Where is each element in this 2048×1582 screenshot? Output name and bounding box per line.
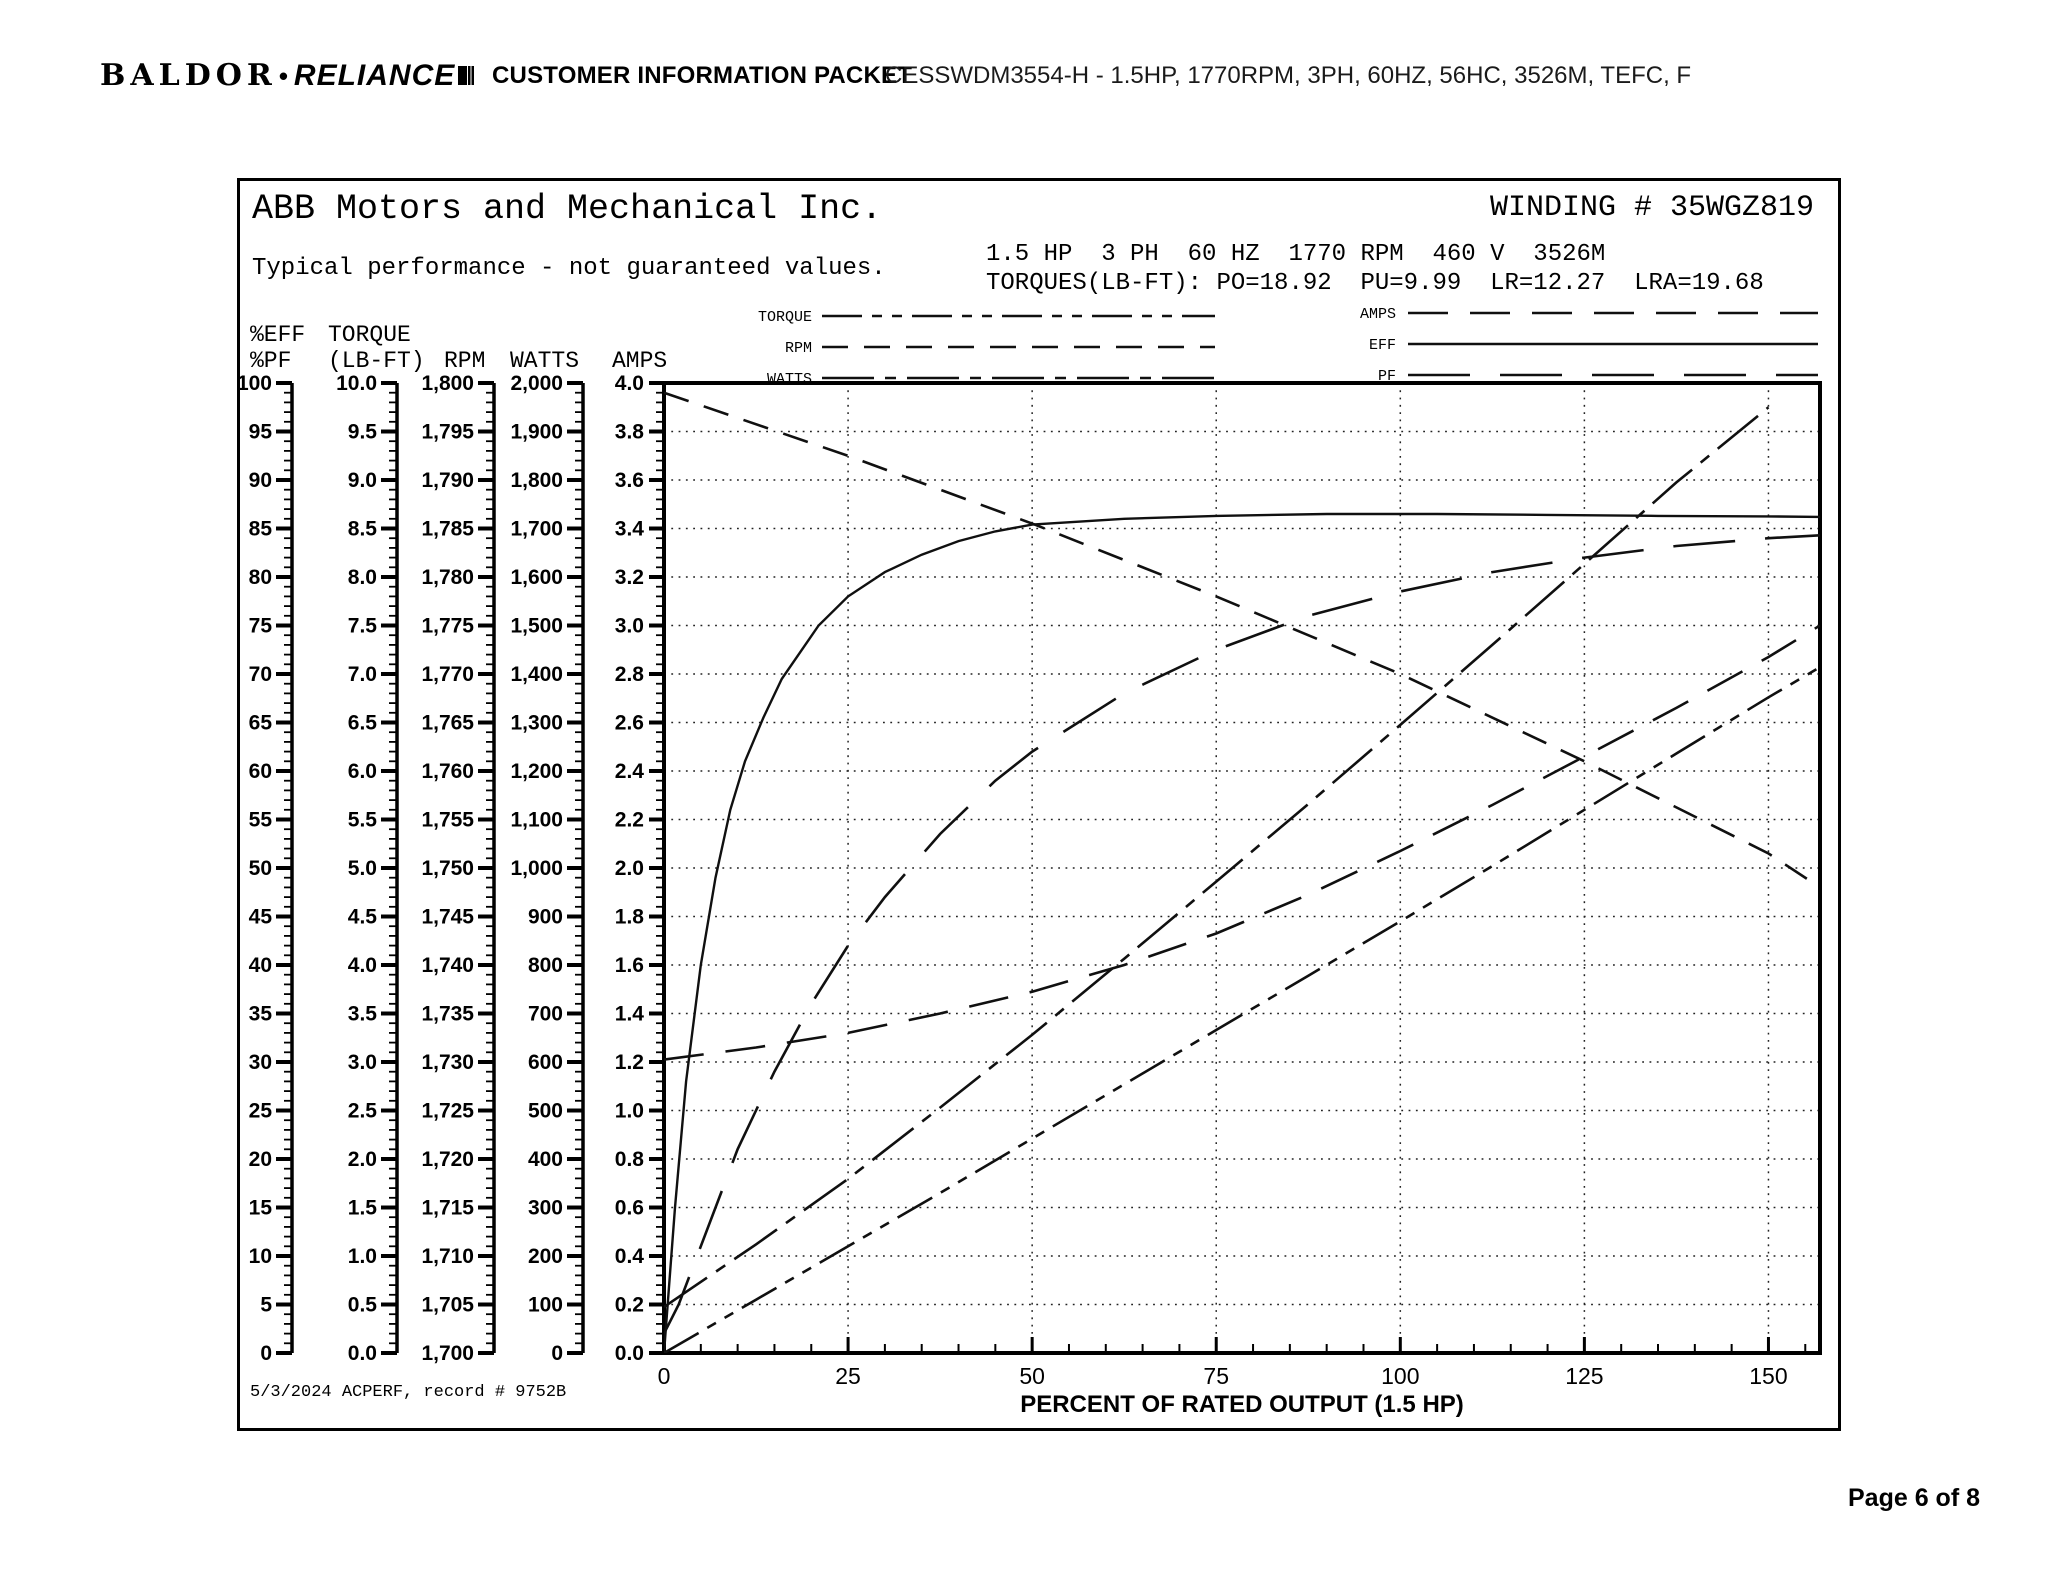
x-tick-label: 75 bbox=[1203, 1363, 1230, 1389]
scale-label: 0.8 bbox=[614, 1148, 644, 1171]
logo-reliance-text: RELIANCE bbox=[293, 59, 456, 92]
grid-lines bbox=[664, 383, 1820, 1353]
scale-label: 600 bbox=[527, 1051, 563, 1074]
scale-label: 0.0 bbox=[347, 1342, 377, 1365]
scale-label: 1,000 bbox=[510, 857, 563, 880]
scale-torque bbox=[328, 322, 425, 1365]
scale-header: TORQUE bbox=[328, 322, 411, 348]
scale-label: 1,770 bbox=[421, 663, 474, 686]
x-axis-title: PERCENT OF RATED OUTPUT (1.5 HP) bbox=[1020, 1391, 1464, 1418]
scale-label: 3.2 bbox=[614, 566, 644, 589]
scale-label: 1,790 bbox=[421, 469, 474, 492]
scale-label: 1,100 bbox=[510, 808, 563, 832]
doc-title: CUSTOMER INFORMATION PACKET bbox=[492, 62, 913, 89]
product-code: CESSWDM3554-H - 1.5HP, 1770RPM, 3PH, 60HZ, 56HC, 3526M, TEFC, F bbox=[885, 62, 1692, 89]
x-tick-label: 50 bbox=[1019, 1363, 1045, 1389]
scale-label: 5.5 bbox=[347, 808, 377, 832]
scale-label: 1.8 bbox=[614, 905, 644, 929]
scale-label: 1,800 bbox=[510, 469, 563, 492]
scale-label: 1,740 bbox=[421, 954, 474, 977]
scale-label: 15 bbox=[248, 1196, 272, 1220]
scale-label: 1,700 bbox=[510, 517, 563, 541]
scale-label: 8.5 bbox=[347, 517, 377, 541]
scale-label: 20 bbox=[248, 1148, 272, 1171]
scale-label: 70 bbox=[248, 663, 272, 686]
scale-label: 1.6 bbox=[614, 954, 644, 977]
scale-amps bbox=[612, 348, 667, 1365]
scale-label: 1.2 bbox=[614, 1051, 644, 1074]
scale-label: 1,200 bbox=[510, 760, 563, 783]
scale-label: 0.5 bbox=[347, 1293, 377, 1317]
legend-label: EFF bbox=[1368, 337, 1396, 354]
scale-label: 95 bbox=[248, 420, 272, 444]
scale-label: 400 bbox=[527, 1148, 563, 1171]
scale-label: 1,715 bbox=[421, 1196, 474, 1220]
scale-label: 25 bbox=[248, 1099, 272, 1123]
scale-label: 0.2 bbox=[614, 1293, 644, 1317]
scale-label: 1,800 bbox=[421, 372, 474, 395]
scale-header: AMPS bbox=[612, 348, 668, 374]
scale-label: 2.5 bbox=[347, 1099, 377, 1123]
scale-label: 5 bbox=[260, 1293, 272, 1317]
scale-label: 1,600 bbox=[510, 566, 563, 589]
scale-label: 1,700 bbox=[421, 1342, 474, 1365]
winding-number: WINDING # 35WGZ819 bbox=[1489, 191, 1814, 225]
chart-subtitle: Typical performance - not guaranteed values. bbox=[252, 255, 886, 282]
series-group bbox=[664, 393, 1820, 1353]
scale-label: 3.8 bbox=[614, 420, 644, 444]
scale-rpm bbox=[421, 348, 494, 1365]
scale-label: 40 bbox=[248, 954, 272, 977]
torques-values: TORQUES(LB-FT): PO=18.92 PU=9.99 LR=12.27 LRA=19.68 bbox=[986, 270, 1764, 297]
scale-label: 65 bbox=[248, 711, 272, 735]
record-note: 5/3/2024 ACPERF, record # 9752B bbox=[250, 1383, 567, 1402]
scale-label: 2.6 bbox=[614, 711, 644, 735]
x-tick-label: 25 bbox=[835, 1363, 861, 1389]
scale-label: 10.0 bbox=[336, 372, 377, 395]
scale-label: 1.0 bbox=[347, 1245, 377, 1268]
x-tick-label: 150 bbox=[1749, 1363, 1788, 1389]
scale-label: 1,750 bbox=[421, 857, 474, 880]
x-tick-label: 125 bbox=[1565, 1363, 1604, 1389]
scale-label: 0.0 bbox=[614, 1342, 644, 1365]
scale-label: 500 bbox=[527, 1099, 563, 1123]
scale-label: 0.4 bbox=[614, 1245, 644, 1268]
scale-label: 100 bbox=[236, 372, 272, 395]
scale-label: 3.4 bbox=[614, 517, 644, 541]
scale-label: 80 bbox=[248, 566, 272, 589]
scale-label: 900 bbox=[527, 905, 563, 929]
scale-label: 2,000 bbox=[510, 372, 563, 395]
scale-label: 1,785 bbox=[421, 517, 474, 541]
legend-label: TORQUE bbox=[757, 309, 812, 326]
logo-separator-dot: • bbox=[278, 61, 288, 91]
scale-label: 200 bbox=[527, 1245, 563, 1268]
legend-label: WATTS bbox=[766, 371, 812, 388]
motor-ratings: 1.5 HP 3 PH 60 HZ 1770 RPM 460 V 3526M bbox=[986, 241, 1606, 268]
scale-label: 2.0 bbox=[347, 1148, 377, 1171]
scale-label: 1,300 bbox=[510, 711, 563, 735]
series-torque bbox=[664, 667, 1820, 1353]
company-title: ABB Motors and Mechanical Inc. bbox=[252, 189, 883, 229]
scale-label: 1,765 bbox=[421, 711, 474, 735]
scale-label: 75 bbox=[248, 614, 272, 638]
scale-label: 35 bbox=[248, 1002, 272, 1026]
scale-label: 10 bbox=[248, 1245, 272, 1268]
scale-label: 1,725 bbox=[421, 1099, 474, 1123]
scale-label: 100 bbox=[527, 1293, 563, 1317]
legend-label: PF bbox=[1377, 368, 1396, 385]
scale-label: 2.2 bbox=[614, 808, 644, 832]
scale-label: 50 bbox=[248, 857, 272, 880]
scale-label: 3.6 bbox=[614, 469, 644, 492]
scale-label: 700 bbox=[527, 1002, 563, 1026]
scale-label: 2.8 bbox=[614, 663, 644, 686]
scale-label: 1,760 bbox=[421, 760, 474, 783]
scale-label: 1,780 bbox=[421, 566, 474, 589]
scale-label: 7.5 bbox=[347, 614, 377, 638]
scale-label: 60 bbox=[248, 760, 272, 783]
scale-watts bbox=[510, 348, 583, 1365]
scale-label: 3.5 bbox=[347, 1002, 377, 1026]
scale-label: 5.0 bbox=[347, 857, 377, 880]
scale-label: 0 bbox=[551, 1342, 563, 1365]
scale-label: 85 bbox=[248, 517, 272, 541]
series-amps bbox=[664, 626, 1820, 1060]
scale-label: 1,730 bbox=[421, 1051, 474, 1074]
scale-label: 90 bbox=[248, 469, 272, 492]
scale-label: 800 bbox=[527, 954, 563, 977]
x-tick-label: 0 bbox=[657, 1363, 671, 1389]
scale-label: 300 bbox=[527, 1196, 563, 1220]
scale-label: 4.0 bbox=[614, 372, 644, 395]
scale-label: 6.0 bbox=[347, 760, 377, 783]
scale-header: %PF bbox=[250, 348, 292, 374]
scale-label: 0.6 bbox=[614, 1196, 644, 1220]
scale-label: 0 bbox=[260, 1342, 272, 1365]
scale-label: 1,775 bbox=[421, 614, 474, 638]
scale-label: 6.5 bbox=[347, 711, 377, 735]
scale-label: 1,710 bbox=[421, 1245, 474, 1268]
scale-header: RPM bbox=[444, 348, 486, 374]
legend-label: AMPS bbox=[1359, 306, 1396, 323]
page-number: Page 6 of 8 bbox=[1848, 1484, 1980, 1512]
scale-label: 1,900 bbox=[510, 420, 563, 444]
scale-label: 1,705 bbox=[421, 1293, 474, 1317]
scale-header: %EFF bbox=[250, 322, 306, 348]
scale-label: 9.5 bbox=[347, 420, 377, 444]
scale-label: 30 bbox=[248, 1051, 272, 1074]
scale-label: 9.0 bbox=[347, 469, 377, 492]
scale-header: (LB-FT) bbox=[328, 348, 425, 374]
scale-label: 1,500 bbox=[510, 614, 563, 638]
scale-label: 1,400 bbox=[510, 663, 563, 686]
scale-label: 2.4 bbox=[614, 760, 644, 783]
logo-baldor-text: BALDOR bbox=[100, 58, 277, 93]
scale-label: 3.0 bbox=[347, 1051, 377, 1074]
scale-label: 45 bbox=[248, 905, 272, 929]
scale-label: 1.5 bbox=[347, 1196, 377, 1220]
scale-label: 55 bbox=[248, 808, 272, 832]
scale-label: 4.5 bbox=[347, 905, 377, 929]
scale-label: 8.0 bbox=[347, 566, 377, 589]
legend-label: RPM bbox=[784, 340, 812, 357]
scale-label: 1,720 bbox=[421, 1148, 474, 1171]
scale-label: 1,745 bbox=[421, 905, 474, 929]
legend bbox=[758, 306, 1818, 388]
scale-label: 3.0 bbox=[614, 614, 644, 638]
scale-label: 2.0 bbox=[614, 857, 644, 880]
x-tick-label: 100 bbox=[1381, 1363, 1420, 1389]
scale-header: WATTS bbox=[510, 348, 580, 374]
scale-label: 1,755 bbox=[421, 808, 474, 832]
scale-label: 7.0 bbox=[347, 663, 377, 686]
series-pf bbox=[664, 535, 1820, 1333]
scale-label: 1,735 bbox=[421, 1002, 474, 1026]
scale-label: 1.4 bbox=[614, 1002, 644, 1026]
scale-eff bbox=[237, 322, 305, 1365]
scale-label: 4.0 bbox=[347, 954, 377, 977]
scale-label: 1.0 bbox=[614, 1099, 644, 1123]
scale-label: 1,795 bbox=[421, 420, 474, 444]
